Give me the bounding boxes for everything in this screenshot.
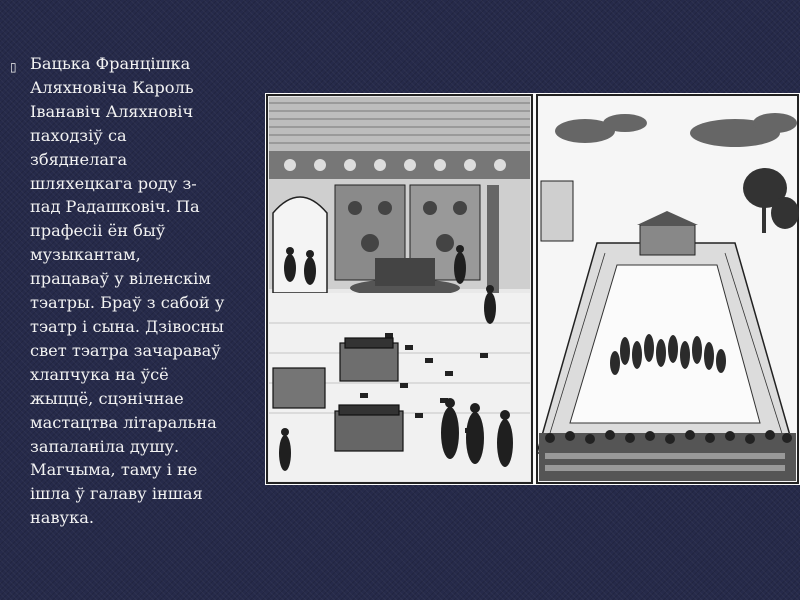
slide-body-text: Бацька Францішка Аляхновіча Кароль Іванавіч Аляхновіч паходзіў са збяднелага шляхецкага роду з- пад Радашковіч. Па прафесіі ён быў музыкантам, працаваў у віленскім тэатры. Браў з сабой у тэатр і сына. Дзівосны свет тэатра зачараваў хлапчука на ўсё жыццё, сцэнічнае мастацтва літаральна запаланіла душу. Магчыма, таму і не ішла ў галаву іншая навука. <box>30 54 225 528</box>
square-bullet-icon: ▯ <box>10 60 17 74</box>
theatre-hall-engraving <box>537 95 799 483</box>
theatre-stage-engraving <box>267 95 532 483</box>
engraving-illustration <box>265 93 800 485</box>
